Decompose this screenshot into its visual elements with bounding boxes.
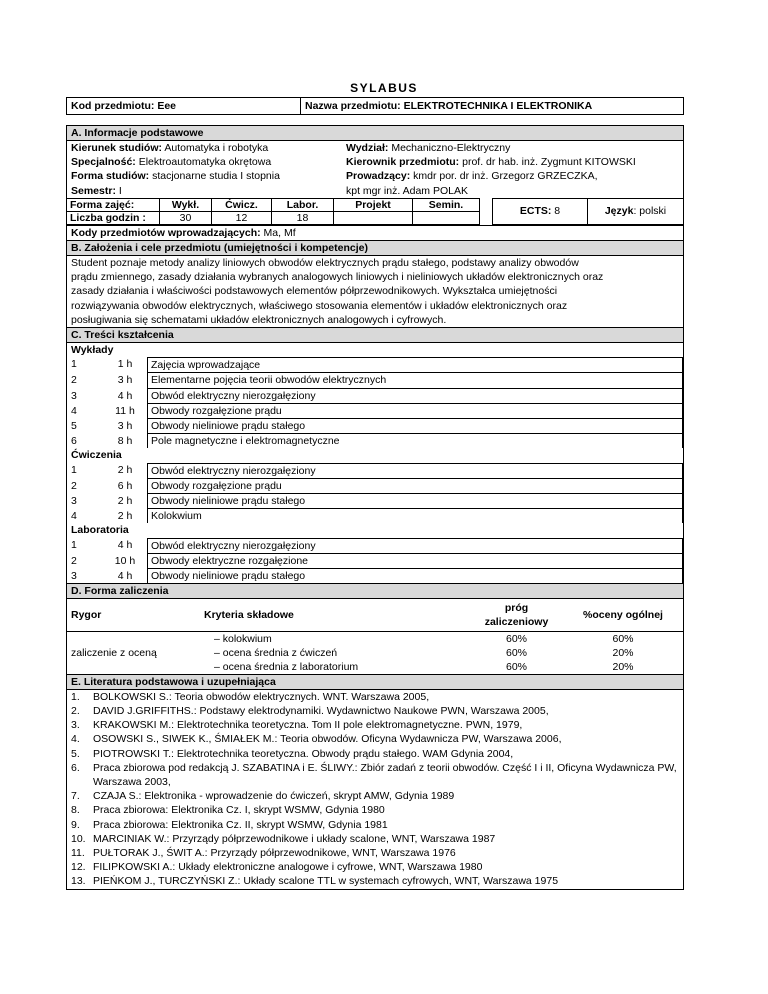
goals-line: prądu zmiennego, zasady działania wybranych analogowych liniowych i nieliniowych układów elektronicznych oraz: [71, 271, 604, 284]
prog-header: próg zaliczeniowy: [484, 602, 549, 629]
course-goals: [67, 256, 683, 327]
rygor-header: Rygor: [71, 609, 102, 622]
laboratoria-list: [67, 538, 683, 584]
jezyk-cell: Język: polski: [588, 198, 684, 224]
cwiczenia-list: [67, 463, 683, 524]
forma-value: stacjonarne studia I stopnia: [152, 170, 280, 183]
kryteria-header: Kryteria składowe: [204, 609, 294, 622]
list-item: 6. Praca zbiorowa pod redakcją J. SZABATINA i E. ŚLIWY.: Zbiór zadań z teorii obwodów. Część I i II, Oficyna Wydawnicza PW, Warszawa 2003,: [71, 761, 677, 788]
section-d-title: D. Forma zaliczenia: [67, 583, 683, 599]
wydzial-value: Mechaniczno-Elektryczny: [391, 142, 511, 154]
weight: 20%: [612, 646, 634, 659]
list-item: 4 2 h Kolokwium: [67, 509, 683, 523]
forma-zajec-label: Forma zajęć:: [67, 198, 160, 211]
field-label: Specjalność:: [71, 156, 136, 169]
course-header: [66, 97, 684, 115]
hours-wykl: 30: [160, 211, 212, 224]
rygor-value: zaliczenie z oceną: [71, 646, 157, 659]
wyklady-label: Wykłady: [71, 344, 114, 357]
list-item: 5 3 h Obwody nieliniowe prądu stałego: [67, 419, 683, 434]
list-item: 8. Praca zbiorowa: Elektronika Cz. I, skrypt WSMW, Gdynia 1980: [71, 804, 385, 817]
list-item: 3 2 h Obwody nieliniowe prądu stałego: [67, 494, 683, 509]
weight: 20%: [612, 660, 634, 673]
list-item: 4. OSOWSKI S., SIWEK K., ŚMIAŁEK M.: Teoria obwodów. Oficyna Wydawnicza PW, Warszawa 2006,: [71, 733, 562, 746]
list-item: 12. FILIPKOWSKI A.: Układy elektroniczne analogowe i cyfrowe, WNT, Warszawa 1980: [71, 861, 483, 874]
field-label: Wydział:: [346, 142, 389, 154]
literature-list: [67, 690, 683, 889]
field-label: Forma studiów:: [71, 170, 150, 183]
syllabus-sheet: [66, 97, 684, 890]
grading-table: [67, 599, 683, 674]
jezyk-value: : polski: [633, 205, 667, 218]
list-item: 6 8 h Pole magnetyczne i elektromagnetyczne: [67, 434, 683, 448]
criterion: – ocena średnia z laboratorium: [214, 660, 359, 673]
hours-table: [67, 198, 683, 225]
goals-line: rozwiązywania obwodów elektrycznych, właściwego stosowania elementów i układów elektronicznych oraz: [71, 299, 568, 312]
ects-cell: ECTS: 8: [493, 198, 588, 224]
kody-value: Ma, Mf: [263, 226, 296, 239]
ocena-header: %oceny ogólnej: [583, 609, 663, 622]
list-item: 3 4 h Obwód elektryczny nierozgałęziony: [67, 389, 683, 404]
hours-projekt: [334, 211, 413, 224]
list-item: 5. PIOTROWSKI T.: Elektrotechnika teoretyczna. Obwody prądu stałego. WAM Gdynia 2004,: [71, 747, 514, 760]
list-item: 10. MARCINIAK W.: Przyrządy półprzewodnikowe i układy scalone, WNT, Warszawa 1987: [71, 832, 496, 845]
threshold: 60%: [505, 632, 527, 645]
criterion: – ocena średnia z ćwiczeń: [214, 646, 338, 659]
col-wykl: Wykł.: [160, 198, 212, 211]
list-item: 4 11 h Obwody rozgałęzione prądu: [67, 404, 683, 419]
list-item: 3 4 h Obwody nieliniowe prądu stałego: [67, 569, 683, 583]
kierunek-value: Automatyka i robotyka: [164, 142, 269, 154]
basic-info: [67, 141, 683, 198]
semestr-value: I: [118, 184, 122, 197]
course-name: Nazwa przedmiotu: ELEKTROTECHNIKA I ELEKTRONIKA: [301, 98, 684, 115]
threshold: 60%: [505, 660, 527, 673]
goals-line: Student poznaje metody analizy liniowych obwodów elektrycznych prądu stałego, podstawy analizy obwodów: [71, 257, 579, 270]
section-e-title: E. Literatura podstawowa i uzupełniająca: [67, 674, 683, 690]
course-code: Kod przedmiotu: Eee: [67, 98, 301, 115]
field-label: Semestr:: [71, 184, 116, 197]
goals-line: zasady działania i właściwości podstawowych elementów półprzewodnikowych. Wykształca umiejętności: [71, 285, 558, 298]
list-item: 2 3 h Elementarne pojęcia teorii obwodów elektrycznych: [67, 373, 683, 388]
list-item: 1. BOLKOWSKI S.: Teoria obwodów elektrycznych. WNT. Warszawa 2005,: [71, 690, 430, 703]
kody-label: Kody przedmiotów wprowadzających:: [71, 226, 261, 239]
weight: 60%: [612, 632, 634, 645]
col-projekt: Projekt: [334, 198, 413, 211]
prowadzacy-value-2: kpt mgr inż. Adam POLAK: [346, 184, 468, 197]
hours-cwicz: 12: [212, 211, 272, 224]
syllabus-body: [66, 125, 684, 890]
list-item: 1 2 h Obwód elektryczny nierozgałęziony: [67, 463, 683, 479]
list-item: 1 1 h Zajęcia wprowadzające: [67, 357, 683, 373]
list-item: 2 6 h Obwody rozgałęzione prądu: [67, 479, 683, 494]
page-title: SYLABUS: [350, 81, 418, 95]
list-item: 2 10 h Obwody elektryczne rozgałęzione: [67, 554, 683, 569]
criterion: – kolokwium: [214, 632, 272, 645]
section-c-title: C. Treści kształcenia: [67, 327, 683, 343]
wyklady-list: [67, 357, 683, 448]
ects-value: 8: [554, 205, 561, 218]
cwiczenia-label: Ćwiczenia: [71, 449, 122, 462]
list-item: 1 4 h Obwód elektryczny nierozgałęziony: [67, 538, 683, 554]
col-cwicz: Ćwicz.: [212, 198, 272, 211]
section-b-title: B. Założenia i cele przedmiotu (umiejętności i kompetencje): [67, 240, 683, 256]
liczba-godzin-label: Liczba godzin :: [67, 211, 160, 224]
hours-labor: 18: [272, 211, 334, 224]
list-item: 7. CZAJA S.: Elektronika - wprowadzenie do ćwiczeń, skrypt AMW, Gdynia 1989: [71, 790, 455, 803]
field-label: Prowadzący:: [346, 170, 411, 183]
specjalnosc-value: Elektroautomatyka okrętowa: [138, 156, 272, 169]
kierownik-value: prof. dr hab. inż. Zygmunt KITOWSKI: [462, 156, 636, 169]
threshold: 60%: [505, 646, 527, 659]
laboratoria-label: Laboratoria: [71, 524, 129, 537]
prowadzacy-value: kmdr por. dr inż. Grzegorz GRZECZKA,: [413, 170, 598, 183]
field-label: Kierownik przedmiotu:: [346, 156, 460, 169]
list-item: 2. DAVID J.GRIFFITHS.: Podstawy elektrodynamiki. Wydawnictwo Naukowe PWN, Warszawa 2005,: [71, 704, 549, 717]
goals-line: posługiwania się schematami układów elektronicznych analogowych i cyfrowych.: [71, 313, 447, 326]
field-label: Kierunek studiów:: [71, 142, 163, 154]
list-item: 13. PIEŃKOM J., TURCZYŃSKI Z.: Układy scalone TTL w systemach cyfrowych, WNT, Warszawa 1975: [71, 875, 559, 888]
hours-semin: [413, 211, 480, 224]
col-labor: Labor.: [272, 198, 334, 211]
list-item: 9. Praca zbiorowa: Elektronika Cz. II, skrypt WSMW, Gdynia 1981: [71, 818, 388, 831]
list-item: 11. PUŁTORAK J., ŚWIT A.: Przyrządy półprzewodnikowe, WNT, Warszawa 1976: [71, 847, 456, 860]
list-item: 3. KRAKOWSKI M.: Elektrotechnika teoretyczna. Tom II pole elektromagnetyczne. PWN, 1979,: [71, 719, 523, 732]
col-semin: Semin.: [413, 198, 480, 211]
section-a-title: A. Informacje podstawowe: [67, 126, 683, 141]
